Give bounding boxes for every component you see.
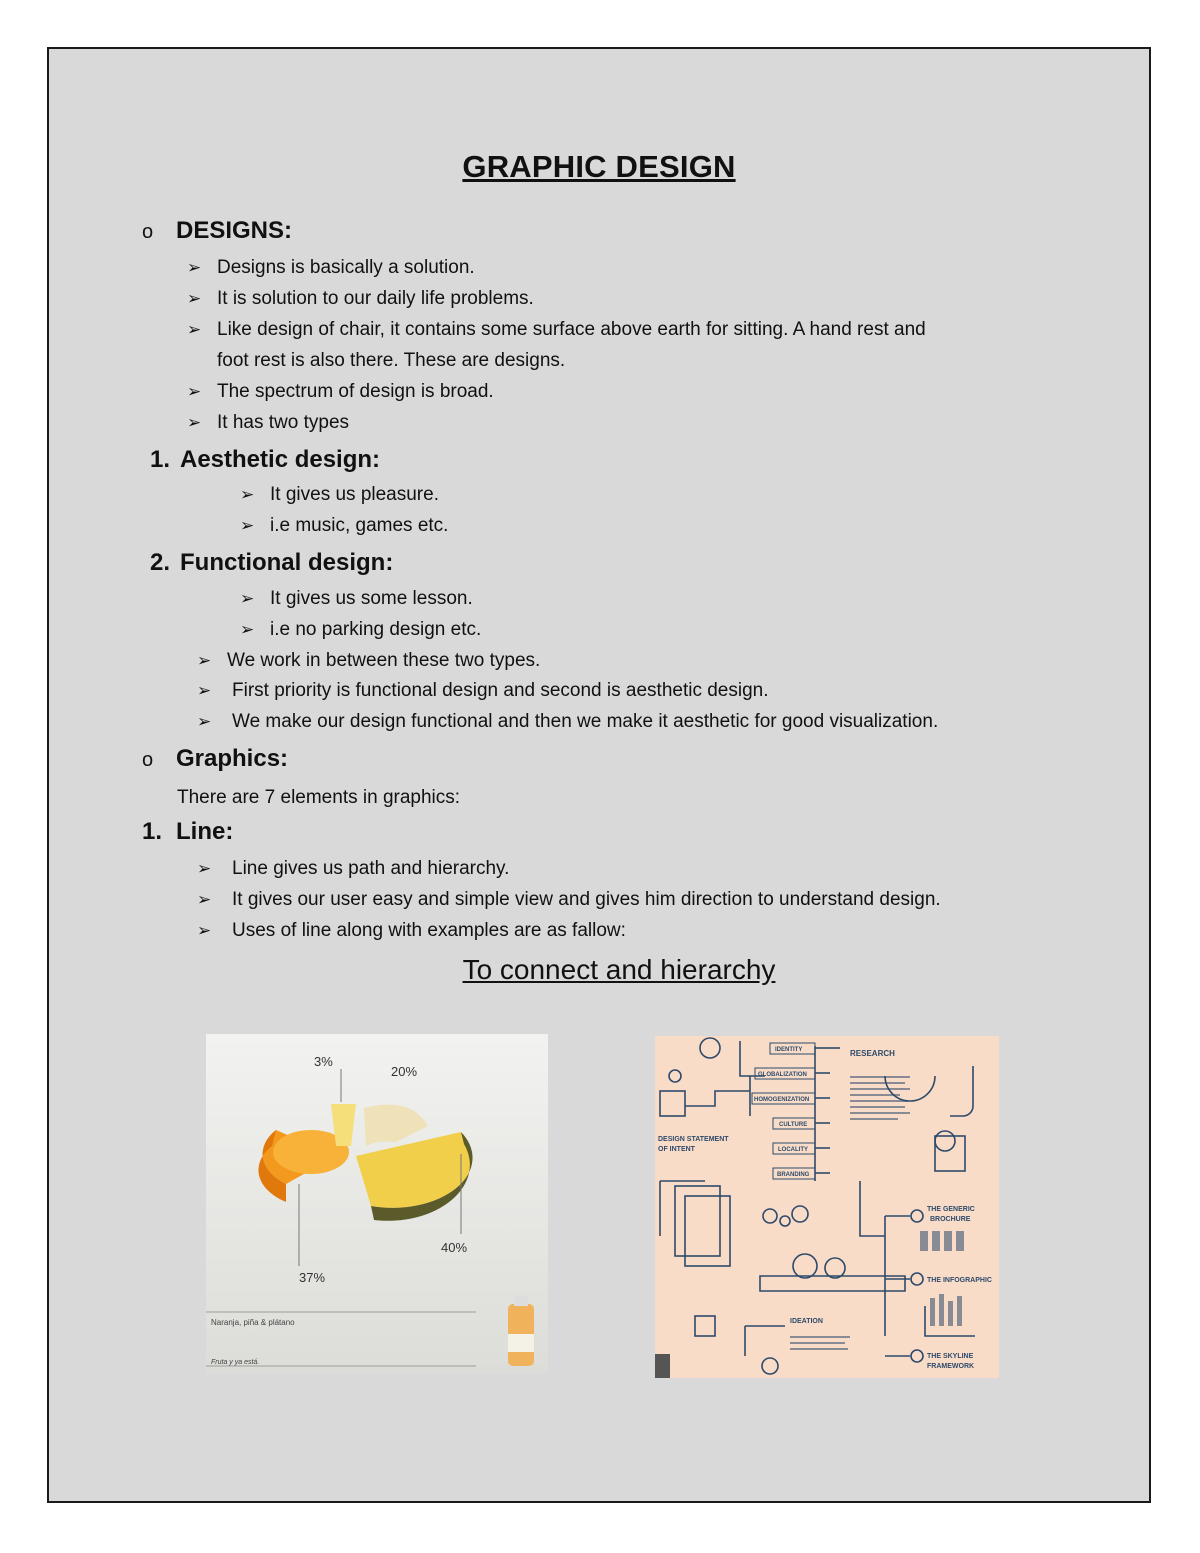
pie-label-3: 3%: [314, 1054, 333, 1069]
arrow-bullet-icon: ➢: [187, 289, 202, 308]
document-page: [47, 47, 1151, 1503]
infographic-step: FRAMEWORK: [927, 1363, 975, 1370]
list-item: ➢ Uses of line along with examples are as fallow:: [197, 920, 626, 941]
list-item: ➢ It has two types: [187, 412, 350, 433]
functional-heading: 2. Functional design:: [150, 549, 394, 576]
arrow-bullet-icon: ➢: [197, 712, 212, 731]
arrow-bullet-icon: ➢: [197, 651, 212, 670]
pie-label-40: 40%: [441, 1240, 468, 1255]
arrow-bullet-icon: ➢: [187, 413, 202, 432]
list-item: ➢ Like design of chair, it contains some surface above earth for sitting. A hand rest and: [187, 319, 926, 340]
infographic-left-title-1: DESIGN STATEMENT: [658, 1136, 729, 1143]
list-item: ➢ Line gives us path and hierarchy.: [197, 858, 510, 879]
infographic-box: HOMOGENIZATION: [754, 1097, 810, 1103]
pie-label-37: 37%: [299, 1270, 326, 1285]
graphics-intro: There are 7 elements in graphics:: [177, 787, 461, 808]
infographic-step: THE SKYLINE: [927, 1353, 974, 1360]
graphics-heading: o Graphics:: [142, 745, 289, 772]
circle-bullet-icon: o: [142, 749, 154, 771]
arrow-bullet-icon: ➢: [240, 589, 255, 608]
list-item: ➢ It gives us pleasure.: [240, 484, 439, 505]
infographic-step: BROCHURE: [930, 1216, 971, 1223]
arrow-bullet-icon: ➢: [197, 921, 212, 940]
list-item: ➢ The spectrum of design is broad.: [187, 381, 494, 402]
infographic-step: THE INFOGRAPHIC: [927, 1277, 992, 1284]
list-item: ➢ It gives us some lesson.: [240, 588, 473, 609]
list-item: ➢ i.e no parking design etc.: [240, 619, 482, 640]
svg-text:3: 3: [914, 1355, 918, 1361]
infographic-box: IDENTITY: [775, 1047, 803, 1053]
list-item: ➢ i.e music, games etc.: [240, 515, 449, 536]
fruit-pie-chart-image: [206, 1034, 548, 1374]
infographic-box: BRANDING: [777, 1172, 810, 1178]
arrow-bullet-icon: ➢: [187, 320, 202, 339]
circle-bullet-icon: o: [142, 221, 154, 243]
section-subtitle: To connect and hierarchy: [462, 954, 776, 985]
svg-text:2: 2: [914, 1278, 918, 1284]
aesthetic-heading: 1. Aesthetic design:: [150, 446, 381, 473]
ad-caption-1: Naranja, piña & plátano: [211, 1318, 295, 1327]
list-item-continuation: foot rest is also there. These are designs.: [217, 350, 566, 371]
infographic-image: [655, 1036, 999, 1378]
infographic-step: THE GENERIC: [927, 1206, 975, 1213]
arrow-bullet-icon: ➢: [197, 890, 212, 909]
arrow-bullet-icon: ➢: [187, 382, 202, 401]
ad-caption-2: Fruta y ya está.: [211, 1359, 260, 1366]
arrow-bullet-icon: ➢: [197, 681, 212, 700]
arrow-bullet-icon: ➢: [240, 485, 255, 504]
list-item: ➢ We work in between these two types.: [197, 650, 541, 671]
list-item: ➢ We make our design functional and then we make it aesthetic for good visualization.: [197, 711, 939, 732]
arrow-bullet-icon: ➢: [240, 516, 255, 535]
infographic-box: CULTURE: [779, 1122, 808, 1128]
list-item: ➢ It gives our user easy and simple view and gives him direction to understand design.: [197, 889, 941, 910]
arrow-bullet-icon: ➢: [187, 258, 202, 277]
list-item: ➢ First priority is functional design and second is aesthetic design.: [197, 680, 769, 701]
list-item: ➢ It is solution to our daily life problems.: [187, 288, 534, 309]
designs-heading: o DESIGNS:: [142, 217, 293, 244]
infographic-box: GLOBALIZATION: [758, 1072, 807, 1078]
arrow-bullet-icon: ➢: [197, 859, 212, 878]
infographic-box: LOCALITY: [778, 1147, 808, 1153]
list-item: ➢ Designs is basically a solution.: [187, 257, 475, 278]
line-heading: 1. Line:: [142, 818, 234, 845]
infographic-research: RESEARCH: [850, 1049, 895, 1058]
infographic-left-title-2: OF INTENT: [658, 1146, 695, 1153]
arrow-bullet-icon: ➢: [240, 620, 255, 639]
page-title: GRAPHIC DESIGN: [462, 149, 736, 184]
infographic-ideation: IDEATION: [790, 1318, 823, 1325]
pie-label-20: 20%: [391, 1064, 418, 1079]
svg-text:1: 1: [914, 1215, 918, 1221]
